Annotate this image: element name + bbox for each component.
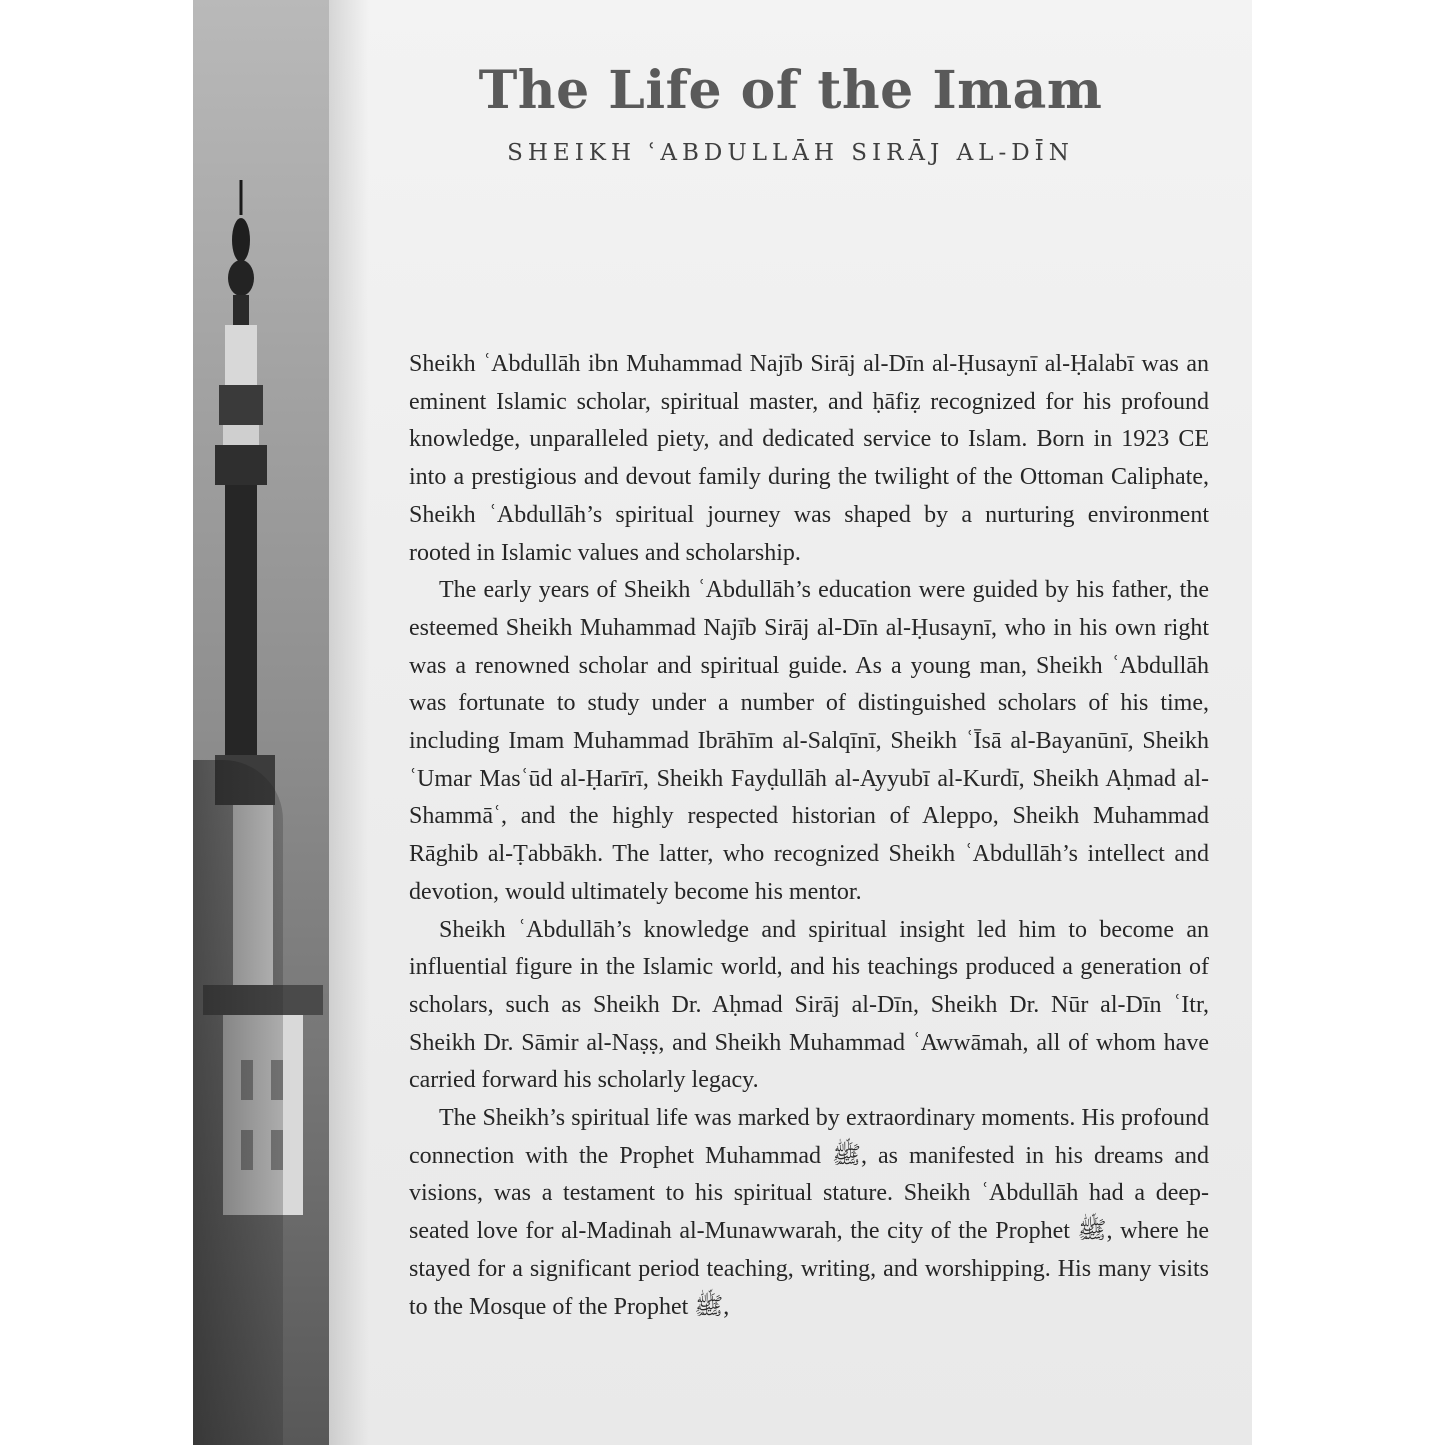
body-text [409, 346, 1209, 1326]
page-gutter-shadow [329, 0, 369, 1445]
paragraph: The early years of Sheikh ʿAbdullāh’s education were guided by his father, the esteemed Sheikh Muhammad Najīb Sirāj al-Dīn al-Ḥusaynī, who in his own right was a renowned scholar and spiritual guide. As a young man, Sheikh ʿAbdullāh was fortunate to study under a number of distinguished scholars of his time, including Imam Muhammad Ibrāhīm al-Salqīnī, Sheikh ʿĪsā al-Bayanūnī, Sheikh ʿUmar Masʿūd al-Ḥarīrī, Sheikh Fayḍullāh al-Ayyubī al-Kurdī, Sheikh Aḥmad al-Shammāʿ, and the highly respected historian of Aleppo, Sheikh Muhammad Rāghib al-Ṭabbākh. The latter, who recognized Sheikh ʿAbdullāh’s intellect and devotion, would ultimately become his mentor. [409, 577, 1209, 905]
page-subtitle: SHEIKH ʿABDULLĀH SIRĀJ AL-DĪN [507, 140, 1074, 166]
paragraph: Sheikh ʿAbdullāh’s knowledge and spiritual insight led him to become an influential figure in the Islamic world, and his teachings produced a generation of scholars, such as Sheikh Dr. Aḥmad Sirāj al-Dīn, Sheikh Dr. Nūr al-Dīn ʿItr, Sheikh Dr. Sāmir al-Naṣṣ, and Sheikh Muhammad ʿAwwāmah, all of whom have carried forward his scholarly legacy. [409, 916, 1209, 1094]
minaret-illustration [193, 0, 329, 1445]
paragraph: The Sheikh’s spiritual life was marked by extraordinary moments. His profound connection with the Prophet Muhammad ﷺ, as manifested in his dreams and visions, was a testament to his spiritual stature. Sheikh ʿAbdullāh had a deep-seated love for al-Madinah al-Munawwarah, the city of the Prophet ﷺ, where he stayed for a significant period teaching, writing, and worshipping. His many visits to the Mosque of the Prophet ﷺ, [409, 1105, 1210, 1320]
minaret-photo [193, 0, 329, 1445]
page-title: The Life of the Imam [478, 60, 1103, 121]
paragraph: Sheikh ʿAbdullāh ibn Muhammad Najīb Sirāj al-Dīn al-Ḥusaynī al-Ḥalabī was an eminent Islamic scholar, spiritual master, and ḥāfiẓ recognized for his profound knowledge, unparalleled piety, and dedicated service to Islam. Born in 1923 CE into a prestigious and devout family during the twilight of the Ottoman Caliphate, Sheikh ʿAbdullāh’s spiritual journey was shaped by a nurturing environment rooted in Islamic values and scholarship. [409, 351, 1209, 566]
background-margin [1252, 0, 1445, 1445]
